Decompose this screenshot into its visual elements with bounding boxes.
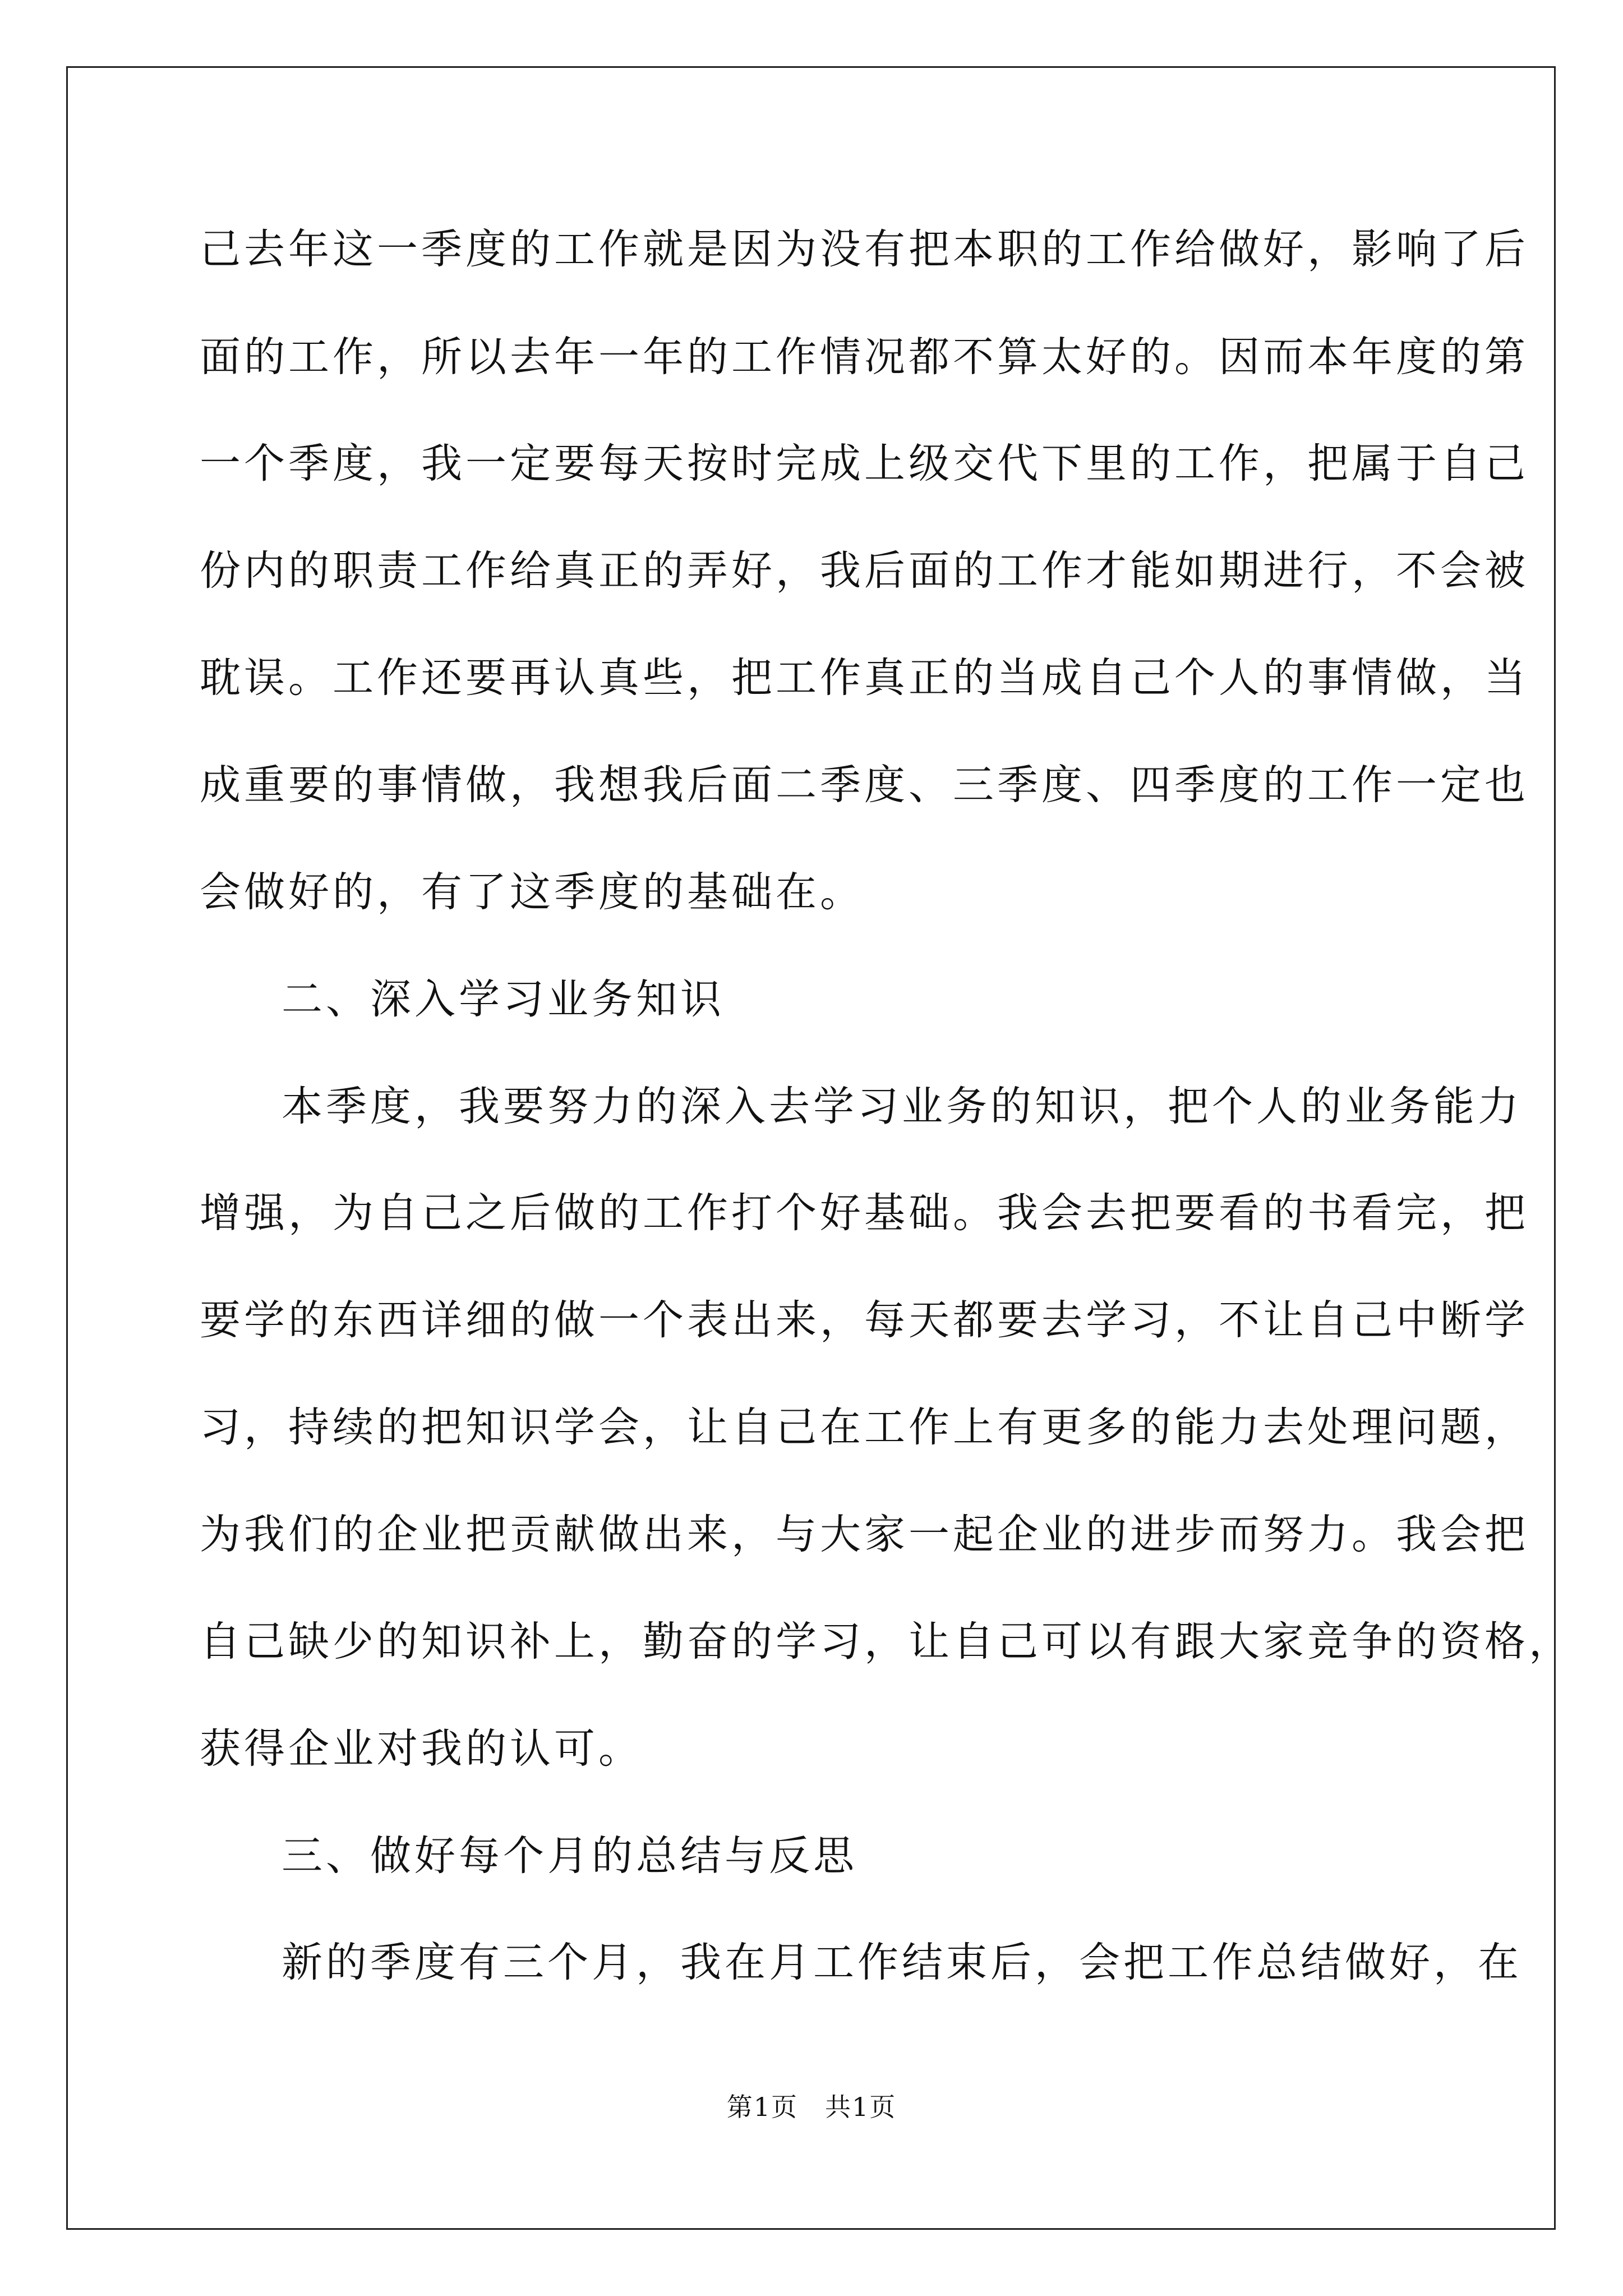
- text-line: 成重要的事情做，我想我后面二季度、三季度、四季度的工作一定也: [200, 761, 1529, 809]
- text-line: 新的季度有三个月，我在月工作结束后，会把工作总结做好，在: [282, 1939, 1522, 1986]
- text-line: 习，持续的把知识学会，让自己在工作上有更多的能力去处理问题，: [200, 1404, 1529, 1451]
- text-line: 本季度，我要努力的深入去学习业务的知识，把个人的业务能力: [282, 1083, 1522, 1130]
- page-number-footer: 第1页 共1页: [726, 2092, 897, 2122]
- text-line: 获得企业对我的认可。: [200, 1725, 643, 1773]
- section-heading: 三、做好每个月的总结与反思: [282, 1832, 857, 1880]
- text-line: 要学的东西详细的做一个表出来，每天都要去学习，不让自己中断学: [200, 1296, 1529, 1344]
- text-line: 增强，为自己之后做的工作打个好基础。我会去把要看的书看完，把: [200, 1189, 1529, 1237]
- text-line: 耽误。工作还要再认真些，把工作真正的当成自己个人的事情做，当: [200, 654, 1529, 702]
- text-line: 为我们的企业把贡献做出来，与大家一起企业的进步而努力。我会把: [200, 1511, 1529, 1558]
- text-line: 自己缺少的知识补上，勤奋的学习，让自己可以有跟大家竞争的资格，: [200, 1618, 1573, 1665]
- text-line: 面的工作，所以去年一年的工作情况都不算太好的。因而本年度的第: [200, 333, 1529, 381]
- section-heading: 二、深入学习业务知识: [282, 976, 725, 1023]
- text-line: 份内的职责工作给真正的弄好，我后面的工作才能如期进行，不会被: [200, 547, 1529, 595]
- text-line: 一个季度，我一定要每天按时完成上级交代下里的工作，把属于自己: [200, 440, 1529, 487]
- text-line: 会做好的，有了这季度的基础在。: [200, 868, 864, 916]
- text-line: 己去年这一季度的工作就是因为没有把本职的工作给做好，影响了后: [200, 226, 1529, 273]
